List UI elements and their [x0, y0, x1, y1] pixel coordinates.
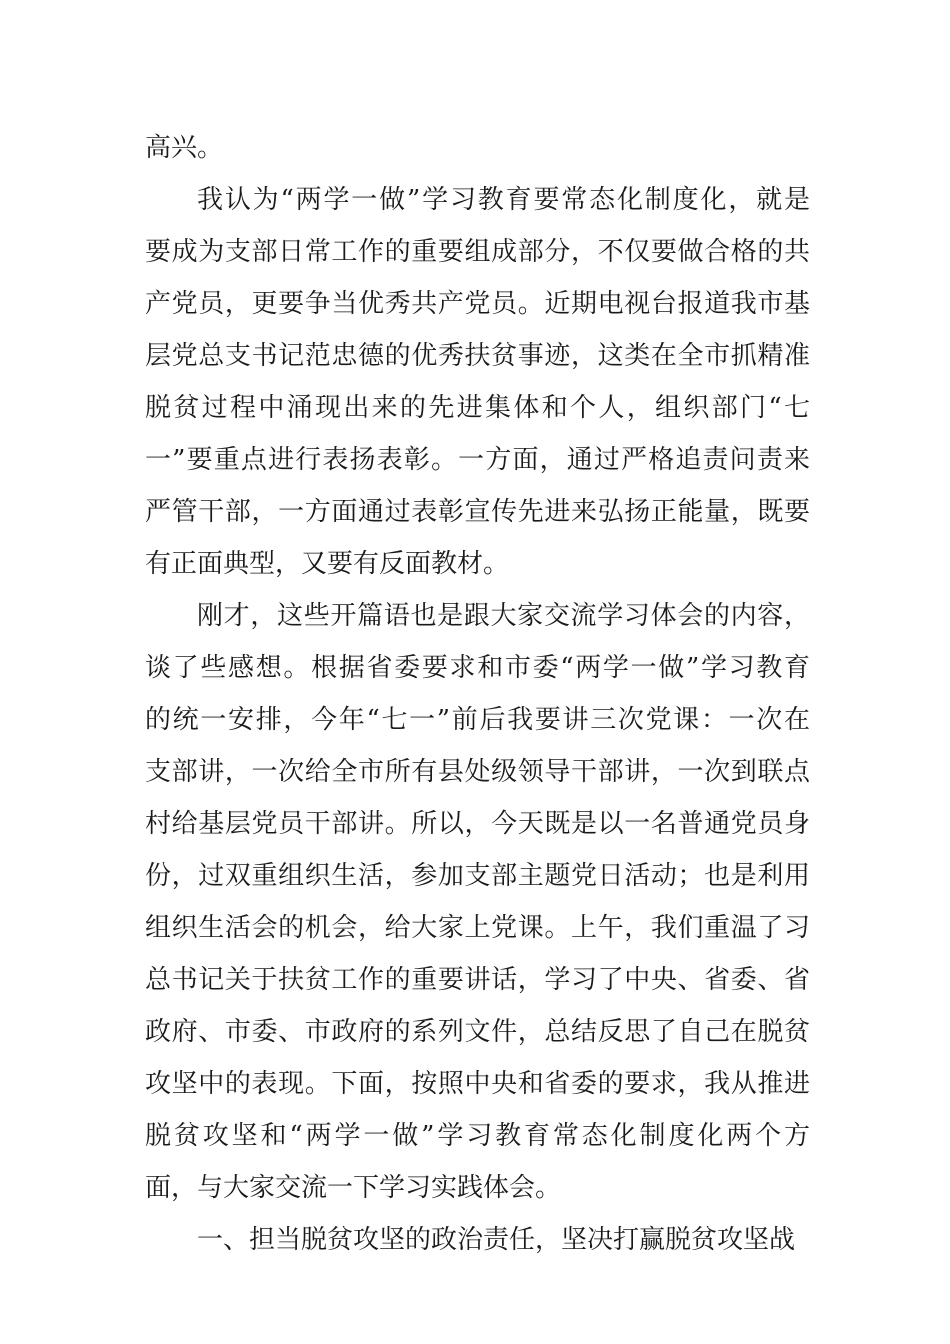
text-line: 层党总支书记范忠德的优秀扶贫事迹，这类在全市抓精准 — [145, 341, 810, 371]
text-line: 政府、市委、市政府的系列文件，总结反思了自己在脱贫 — [145, 1017, 810, 1047]
text-line: 总书记关于扶贫工作的重要讲话，学习了中央、省委、省 — [145, 965, 810, 995]
text-line: 要成为支部日常工作的重要组成部分，不仅要做合格的共 — [145, 237, 810, 267]
text-line: 攻坚中的表现。下面，按照中央和省委的要求，我从推进 — [145, 1069, 810, 1099]
text-line: 支部讲，一次给全市所有县处级领导干部讲，一次到联点 — [145, 757, 810, 787]
text-line: 产党员，更要争当优秀共产党员。近期电视台报道我市基 — [145, 289, 810, 319]
text-line: 一”要重点进行表扬表彰。一方面，通过严格追责问责来 — [145, 445, 810, 475]
text-line: 谈了些感想。根据省委要求和市委“两学一做”学习教育 — [145, 653, 810, 683]
text-line: 脱贫过程中涌现出来的先进集体和个人，组织部门“七 — [145, 393, 810, 423]
paragraph-first-line: 我认为“两学一做”学习教育要常态化制度化，就是 — [197, 185, 810, 215]
paragraph-first-line: 刚才，这些开篇语也是跟大家交流学习体会的内容， — [197, 601, 810, 631]
text-line: 面，与大家交流一下学习实践体会。 — [145, 1173, 562, 1203]
text-line: 严管干部，一方面通过表彰宣传先进来弘扬正能量，既要 — [145, 497, 810, 527]
text-line: 高兴。 — [145, 133, 224, 163]
text-line: 组织生活会的机会，给大家上党课。上午，我们重温了习 — [145, 913, 810, 943]
text-line: 村给基层党员干部讲。所以，今天既是以一名普通党员身 — [145, 809, 810, 839]
text-line: 脱贫攻坚和“两学一做”学习教育常态化制度化两个方 — [145, 1121, 810, 1151]
text-line: 份，过双重组织生活，参加支部主题党日活动；也是利用 — [145, 861, 810, 891]
text-line: 的统一安排，今年“七一”前后我要讲三次党课：一次在 — [145, 705, 810, 735]
text-line: 有正面典型，又要有反面教材。 — [145, 549, 510, 579]
section-heading: 一、担当脱贫攻坚的政治责任，坚决打赢脱贫攻坚战 — [197, 1225, 796, 1255]
